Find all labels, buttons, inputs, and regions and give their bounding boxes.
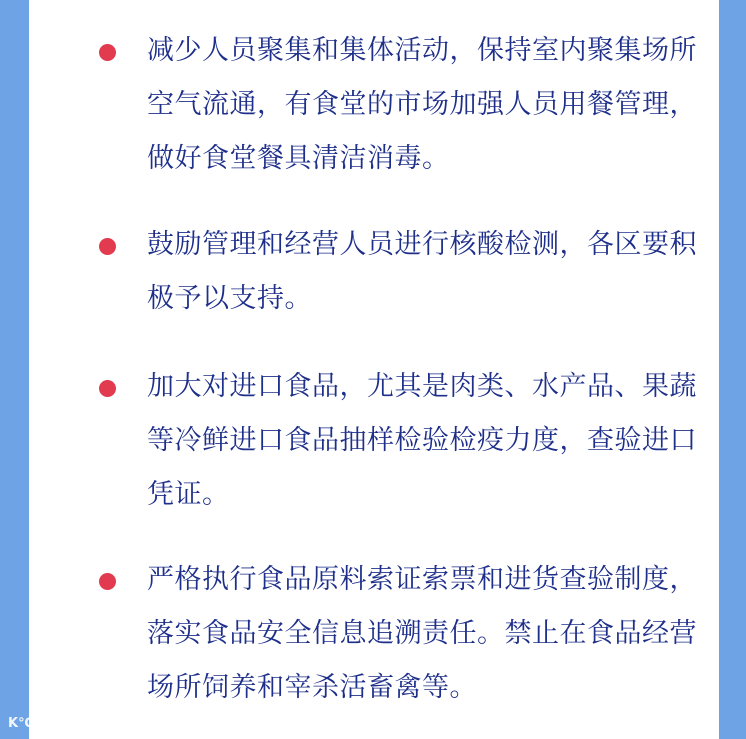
bullet-dot-icon bbox=[99, 238, 116, 255]
item-text: 严格执行食品原料索证索票和进货查验制度，落实食品安全信息追溯责任。禁止在食品经营场所饲养和宰杀活畜禽等。 bbox=[147, 564, 697, 703]
item-text: 加大对进口食品，尤其是肉类、水产品、果蔬等冷鲜进口食品抽样检验检疫力度，查验进口凭证。 bbox=[147, 371, 697, 510]
content-panel bbox=[29, 0, 719, 739]
watermark bbox=[8, 712, 90, 731]
item-text: 鼓励管理和经营人员进行核酸检测，各区要积极予以支持。 bbox=[147, 229, 697, 314]
item-text: 减少人员聚集和集体活动，保持室内聚集场所空气流通，有食堂的市场加强人员用餐管理，做好食堂餐具清洁消毒。 bbox=[147, 35, 697, 174]
bullet-dot-icon bbox=[99, 44, 116, 61]
bullet-dot-icon bbox=[99, 573, 116, 590]
watermark-logo: K℃ bbox=[8, 716, 34, 731]
bullet-dot-icon bbox=[99, 380, 116, 397]
watermark-text: 大数跨境 bbox=[37, 716, 90, 731]
